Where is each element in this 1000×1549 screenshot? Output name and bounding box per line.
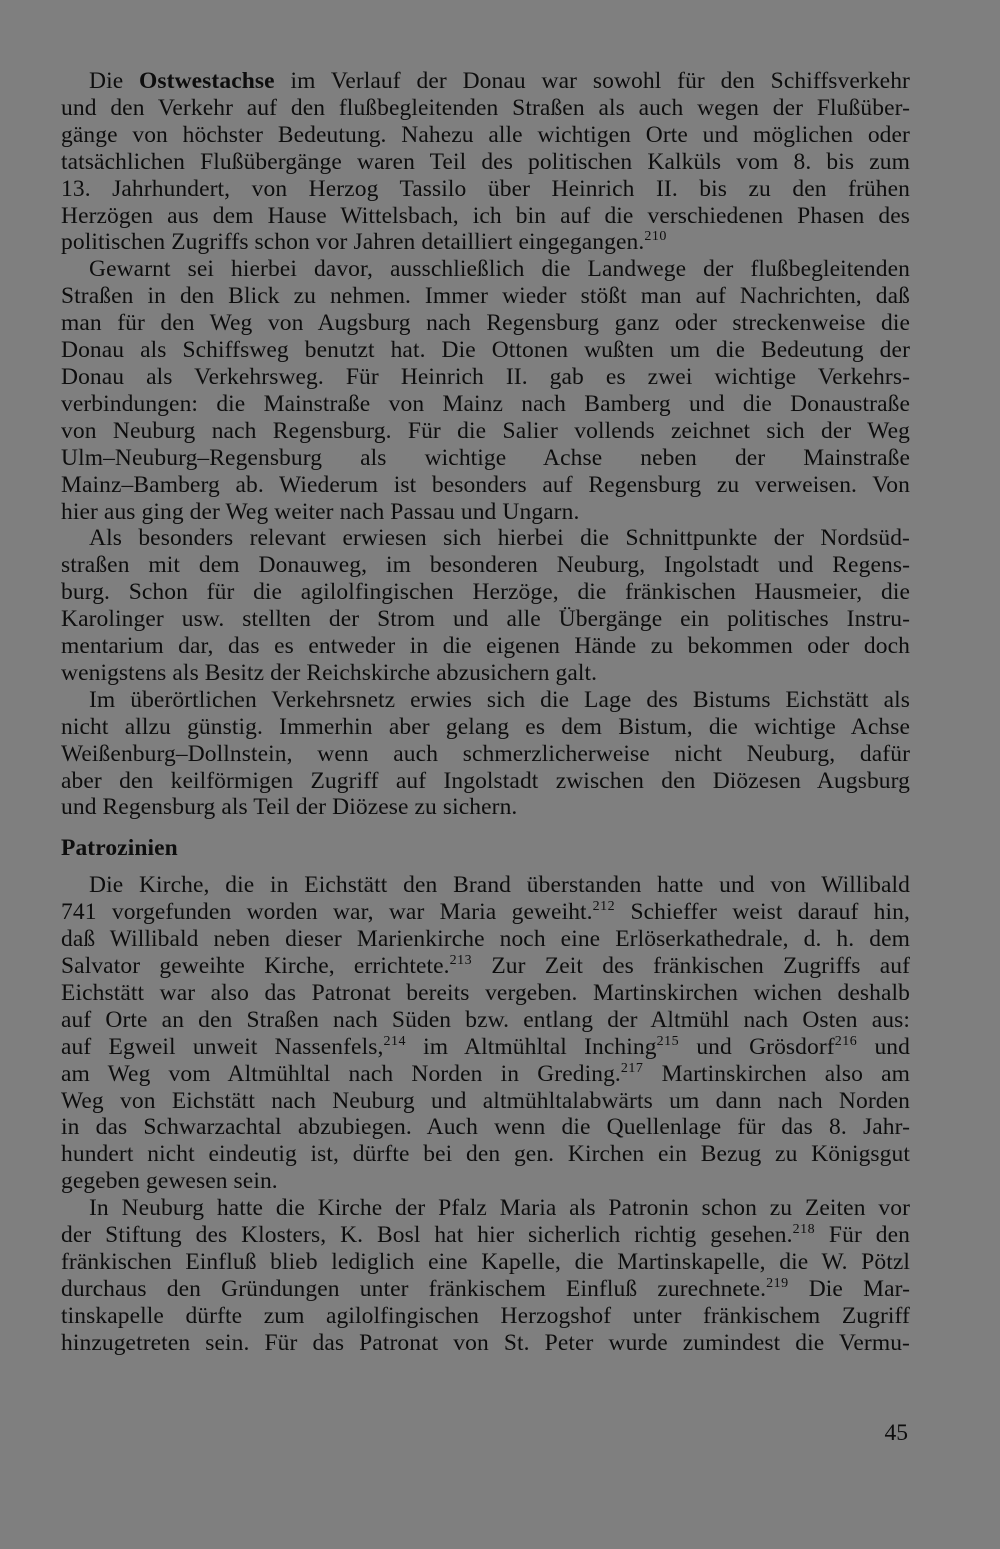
text-run: Martinskirchen also am — [643, 1060, 911, 1087]
text-line: Donau als Verkehrsweg. Für Heinrich II. gab es zwei wichtige Verkehrs- — [61, 363, 910, 390]
text-run: am Weg vom Altmühltal nach Norden in Greding. — [61, 1060, 621, 1087]
footnote-ref[interactable]: 215 — [656, 1033, 680, 1049]
text-line: Herzögen aus dem Hause Wittelsbach, ich bin auf die verschiedenen Phasen des — [61, 202, 910, 229]
text-run: Die — [89, 68, 140, 94]
text-line: man für den Weg von Augsburg nach Regensburg ganz oder streckenweise die — [61, 310, 910, 337]
footnote-ref[interactable]: 218 — [792, 1222, 816, 1238]
text-line: hinzugetreten sein. Für das Patronat von St. Peter wurde zumindest die Vermu- — [61, 1329, 910, 1356]
page-body — [61, 68, 910, 1357]
text-line — [61, 229, 910, 256]
text-line: Weg von Eichstätt nach Neuburg und altmühltalabwärts um dann nach Norden — [61, 1087, 910, 1114]
footnote-ref[interactable]: 214 — [383, 1033, 406, 1049]
paragraph-landwege — [61, 256, 910, 525]
footnote-ref[interactable]: 219 — [766, 1275, 789, 1291]
text-line: von Neuburg nach Regensburg. Für die Salier vollends zeichnet sich der Weg — [61, 417, 910, 444]
text-line: Mainz–Bamberg ab. Wiederum ist besonders auf Regensburg zu verweisen. Von — [61, 471, 910, 498]
text-line: wenigstens als Besitz der Reichskirche abzusichern galt. — [61, 659, 598, 686]
text-run: Salvator geweihte Kirche, errichtete. — [61, 953, 450, 979]
text-line — [61, 899, 910, 926]
text-line: und den Verkehr auf den flußbegleitenden Straßen als auch wegen der Flußüber- — [61, 94, 910, 121]
text-line: Eichstätt war also das Patronat bereits vergeben. Martinskirchen wichen deshalb — [61, 979, 910, 1006]
footnote-ref[interactable]: 217 — [620, 1060, 644, 1076]
text-run: 741 vorgefunden worden war, war Maria geweiht. — [61, 899, 593, 926]
text-run: im Verlauf der Donau war sowohl für den Schiffsverkehr — [274, 68, 910, 94]
text-line: nicht allzu günstig. Immerhin aber gelang es dem Bistum, die wichtige Achse — [61, 713, 910, 740]
text-line: gegeben gewesen sein. — [61, 1168, 278, 1195]
text-line: Die Kirche, die in Eichstätt den Brand überstanden hatte und von Willibald — [89, 872, 910, 899]
text-line: Als besonders relevant erwiesen sich hierbei die Schnittpunkte der Nordsüd- — [89, 525, 910, 552]
text-line: verbindungen: die Mainstraße von Mainz nach Bamberg und die Donaustraße — [61, 390, 910, 417]
text-line — [61, 1034, 910, 1061]
text-run: und Grösdorf — [679, 1033, 835, 1060]
footnote-ref[interactable]: 210 — [644, 229, 667, 245]
paragraph-verkehrsnetz — [61, 687, 910, 822]
paragraph-ostwestachse — [61, 68, 910, 256]
paragraph-kirche-eichstaett — [61, 872, 910, 1195]
text-run: Zur Zeit des fränkischen Zugriffs auf — [472, 953, 910, 979]
text-run: Für den — [815, 1222, 910, 1249]
text-line: mentarium dar, das es entweder in die eigenen Hände zu bekommen oder doch — [61, 633, 910, 660]
text-line: tatsächlichen Flußübergänge waren Teil des politischen Kalküls vom 8. bis zum — [61, 148, 910, 175]
text-line: gänge von höchster Bedeutung. Nahezu alle wichtigen Orte und möglichen oder — [61, 121, 910, 148]
text-line: Karolinger usw. stellten der Strom und alle Übergänge ein politisches Instru- — [61, 606, 910, 633]
text-line: aber den keilförmigen Zugriff auf Ingolstadt zwischen den Diözesen Augsburg — [61, 767, 910, 794]
text-line — [61, 953, 910, 980]
text-line — [61, 68, 910, 95]
text-line: burg. Schon für die agilolfingischen Herzöge, die fränkischen Hausmeier, die — [61, 579, 910, 606]
footnote-ref[interactable]: 213 — [449, 953, 473, 968]
paragraph-neuburg — [61, 1195, 910, 1356]
text-line: Ulm–Neuburg–Regensburg als wichtige Achse neben der Mainstraße — [61, 444, 910, 471]
paragraph-schnittpunkte — [61, 525, 910, 686]
text-line: 13. Jahrhundert, von Herzog Tassilo über Heinrich II. bis zu den frühen — [61, 175, 910, 202]
page-number: 45 — [884, 1420, 908, 1446]
text-line: hier aus ging der Weg weiter nach Passau und Ungarn. — [61, 498, 580, 525]
text-line: auf Orte an den Straßen nach Süden bzw. entlang der Altmühl nach Osten aus: — [61, 1006, 910, 1033]
text-line: straßen mit dem Donauweg, im besonderen Neuburg, Ingolstadt und Regens- — [61, 552, 910, 579]
text-line — [61, 1222, 910, 1249]
text-line: Gewarnt sei hierbei davor, ausschließlich die Landwege der flußbegleitenden — [89, 256, 910, 283]
text-run: politischen Zugriffs schon vor Jahren detailliert eingegangen. — [61, 229, 645, 256]
text-line — [61, 1061, 910, 1088]
text-line: in das Schwarzachtal abzubiegen. Auch wenn die Quellenlage für das 8. Jahr- — [61, 1114, 910, 1141]
footnote-ref[interactable]: 212 — [592, 899, 616, 915]
text-line: In Neuburg hatte die Kirche der Pfalz Maria als Patronin schon zu Zeiten vor — [89, 1195, 910, 1222]
text-line: hundert nicht eindeutig ist, dürfte bei den gen. Kirchen ein Bezug zu Königsgut — [61, 1141, 910, 1168]
text-line: daß Willibald neben dieser Marienkirche noch eine Erlöserkathedrale, d. h. dem — [61, 926, 910, 953]
text-run: Schieffer weist darauf hin, — [615, 899, 910, 926]
text-run: im Altmühltal Inching — [405, 1033, 657, 1060]
text-run: der Stiftung des Klosters, K. Bosl hat hier sicherlich richtig gesehen. — [61, 1222, 793, 1249]
section-heading: Patrozinien — [61, 835, 178, 862]
footnote-ref[interactable]: 216 — [834, 1033, 858, 1049]
text-line: Im überörtlichen Verkehrsnetz erwies sich die Lage des Bistums Eichstätt als — [89, 686, 910, 713]
text-line: Weißenburg–Dollnstein, wenn auch schmerzlicherweise nicht Neuburg, dafür — [61, 740, 910, 767]
text-line: Straßen in den Blick zu nehmen. Immer wieder stößt man auf Nachrichten, daß — [61, 283, 910, 310]
text-run: durchaus den Gründungen unter fränkischem Einfluß zurechnete. — [61, 1275, 767, 1302]
text-run: Die Mar- — [788, 1275, 910, 1302]
text-line — [61, 1276, 910, 1303]
text-run: und — [857, 1033, 910, 1060]
text-line: Donau als Schiffsweg benutzt hat. Die Ottonen wußten um die Bedeutung der — [61, 337, 910, 364]
emphasis-term: Ostwestachse — [139, 68, 275, 94]
text-line: und Regensburg als Teil der Diözese zu sichern. — [61, 794, 518, 821]
text-line: tinskapelle dürfte zum agilolfingischen Herzogshof unter fränkischem Zugriff — [61, 1302, 910, 1329]
text-line: fränkischen Einfluß blieb lediglich eine Kapelle, die Martinskapelle, die W. Pötzl — [61, 1248, 910, 1275]
text-run: auf Egweil unweit Nassenfels, — [61, 1033, 384, 1060]
